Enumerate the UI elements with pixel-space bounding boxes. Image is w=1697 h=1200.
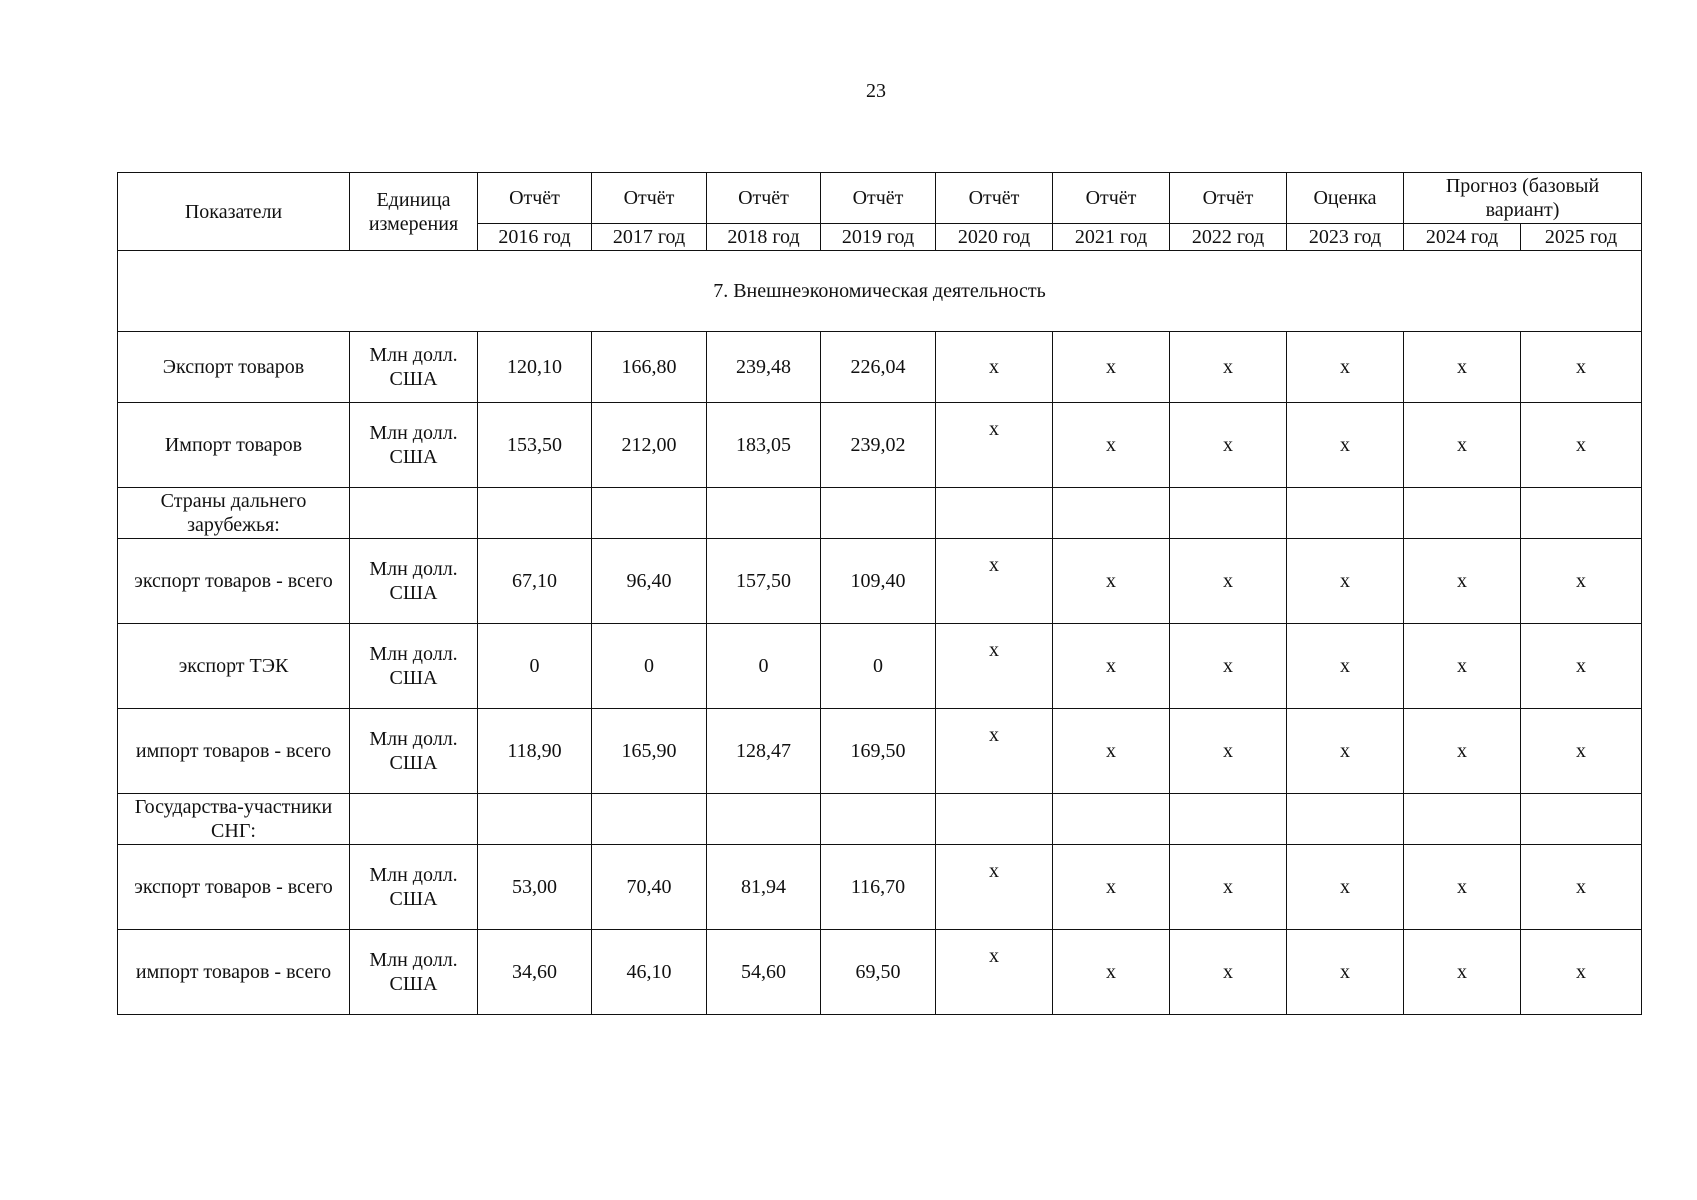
unit-cell: Млн долл. США: [350, 930, 478, 1015]
not-applicable-mark: x: [936, 332, 1053, 403]
table-row: [118, 845, 1642, 930]
empty-cell: [1170, 794, 1287, 845]
not-applicable-mark: x: [1170, 332, 1287, 403]
empty-cell: [1287, 488, 1404, 539]
foreign-trade-table: [117, 172, 1642, 1015]
value-cell: 54,60: [707, 930, 821, 1015]
table-row: [118, 332, 1642, 403]
value-cell: 118,90: [478, 709, 592, 794]
not-applicable-mark: x: [1170, 403, 1287, 488]
not-applicable-mark: x: [936, 709, 1053, 794]
report-header: Отчёт: [1053, 173, 1170, 224]
value-cell: 128,47: [707, 709, 821, 794]
not-applicable-mark: x: [1170, 624, 1287, 709]
value-cell: 157,50: [707, 539, 821, 624]
not-applicable-mark: x: [1053, 539, 1170, 624]
not-applicable-mark: x: [1287, 624, 1404, 709]
indicator-label: Экспорт товаров: [118, 332, 350, 403]
not-applicable-mark: x: [1521, 624, 1642, 709]
not-applicable-mark: x: [1404, 709, 1521, 794]
value-cell: 116,70: [821, 845, 936, 930]
report-header: Отчёт: [592, 173, 707, 224]
group-row: [118, 794, 1642, 845]
not-applicable-mark: x: [1404, 403, 1521, 488]
empty-cell: [478, 794, 592, 845]
empty-cell: [821, 488, 936, 539]
not-applicable-mark: x: [936, 845, 1053, 930]
empty-cell: [1521, 794, 1642, 845]
year-header: 2023 год: [1287, 224, 1404, 251]
not-applicable-mark: x: [1404, 539, 1521, 624]
not-applicable-mark: x: [1287, 930, 1404, 1015]
group-row: [118, 488, 1642, 539]
empty-cell: [1053, 488, 1170, 539]
unit-cell: Млн долл. США: [350, 403, 478, 488]
not-applicable-mark: x: [1053, 403, 1170, 488]
value-cell: 183,05: [707, 403, 821, 488]
not-applicable-mark: x: [1170, 709, 1287, 794]
report-header: Отчёт: [936, 173, 1053, 224]
not-applicable-mark: x: [1521, 709, 1642, 794]
not-applicable-mark: x: [1053, 332, 1170, 403]
not-applicable-mark: x: [1053, 709, 1170, 794]
empty-cell: [707, 794, 821, 845]
year-header: 2017 год: [592, 224, 707, 251]
value-cell: 81,94: [707, 845, 821, 930]
value-cell: 70,40: [592, 845, 707, 930]
year-header: 2022 год: [1170, 224, 1287, 251]
table-row: [118, 403, 1642, 488]
unit-cell: Млн долл. США: [350, 539, 478, 624]
indicator-label: Государства-участники СНГ:: [118, 794, 350, 845]
not-applicable-mark: x: [936, 403, 1053, 488]
value-cell: 166,80: [592, 332, 707, 403]
report-header: Отчёт: [821, 173, 936, 224]
not-applicable-mark: x: [936, 930, 1053, 1015]
indicator-label: Страны дальнего зарубежья:: [118, 488, 350, 539]
unit-cell: [350, 794, 478, 845]
value-cell: 165,90: [592, 709, 707, 794]
value-cell: 67,10: [478, 539, 592, 624]
empty-cell: [1521, 488, 1642, 539]
unit-cell: Млн долл. США: [350, 624, 478, 709]
value-cell: 239,02: [821, 403, 936, 488]
indicator-label: Импорт товаров: [118, 403, 350, 488]
table-row: [118, 709, 1642, 794]
report-header: Отчёт: [1170, 173, 1287, 224]
value-cell: 120,10: [478, 332, 592, 403]
estimate-header: Оценка: [1287, 173, 1404, 224]
year-header: 2024 год: [1404, 224, 1521, 251]
not-applicable-mark: x: [936, 539, 1053, 624]
unit-cell: Млн долл. США: [350, 332, 478, 403]
value-cell: 109,40: [821, 539, 936, 624]
empty-cell: [821, 794, 936, 845]
section-title: 7. Внешнеэкономическая деятельность: [118, 251, 1642, 332]
year-header: 2025 год: [1521, 224, 1642, 251]
value-cell: 0: [821, 624, 936, 709]
value-cell: 0: [478, 624, 592, 709]
not-applicable-mark: x: [1521, 403, 1642, 488]
indicators-header: Показатели: [118, 173, 350, 251]
not-applicable-mark: x: [1170, 539, 1287, 624]
value-cell: 34,60: [478, 930, 592, 1015]
report-header: Отчёт: [478, 173, 592, 224]
indicator-label: экспорт товаров - всего: [118, 539, 350, 624]
unit-cell: [350, 488, 478, 539]
empty-cell: [1404, 794, 1521, 845]
not-applicable-mark: x: [1404, 624, 1521, 709]
not-applicable-mark: x: [1053, 845, 1170, 930]
value-cell: 53,00: [478, 845, 592, 930]
empty-cell: [936, 794, 1053, 845]
empty-cell: [936, 488, 1053, 539]
empty-cell: [1287, 794, 1404, 845]
year-header: 2016 год: [478, 224, 592, 251]
unit-header: Единица измерения: [350, 173, 478, 251]
empty-cell: [1404, 488, 1521, 539]
not-applicable-mark: x: [936, 624, 1053, 709]
indicator-label: экспорт товаров - всего: [118, 845, 350, 930]
not-applicable-mark: x: [1521, 845, 1642, 930]
not-applicable-mark: x: [1521, 332, 1642, 403]
empty-cell: [1170, 488, 1287, 539]
value-cell: 69,50: [821, 930, 936, 1015]
not-applicable-mark: x: [1287, 539, 1404, 624]
table-row: [118, 624, 1642, 709]
unit-cell: Млн долл. США: [350, 845, 478, 930]
year-header: 2020 год: [936, 224, 1053, 251]
value-cell: 212,00: [592, 403, 707, 488]
not-applicable-mark: x: [1170, 930, 1287, 1015]
not-applicable-mark: x: [1521, 539, 1642, 624]
empty-cell: [478, 488, 592, 539]
year-header: 2019 год: [821, 224, 936, 251]
table-row: [118, 539, 1642, 624]
empty-cell: [592, 488, 707, 539]
not-applicable-mark: x: [1404, 930, 1521, 1015]
not-applicable-mark: x: [1287, 709, 1404, 794]
value-cell: 0: [592, 624, 707, 709]
report-header: Отчёт: [707, 173, 821, 224]
not-applicable-mark: x: [1521, 930, 1642, 1015]
forecast-header: Прогноз (базовый вариант): [1404, 173, 1642, 224]
page-number: 23: [866, 80, 886, 102]
not-applicable-mark: x: [1170, 845, 1287, 930]
value-cell: 46,10: [592, 930, 707, 1015]
not-applicable-mark: x: [1404, 845, 1521, 930]
indicator-label: импорт товаров - всего: [118, 709, 350, 794]
not-applicable-mark: x: [1404, 332, 1521, 403]
table-row: [118, 930, 1642, 1015]
indicator-label: импорт товаров - всего: [118, 930, 350, 1015]
not-applicable-mark: x: [1287, 403, 1404, 488]
value-cell: 226,04: [821, 332, 936, 403]
unit-cell: Млн долл. США: [350, 709, 478, 794]
indicator-label: экспорт ТЭК: [118, 624, 350, 709]
not-applicable-mark: x: [1287, 332, 1404, 403]
value-cell: 96,40: [592, 539, 707, 624]
value-cell: 153,50: [478, 403, 592, 488]
value-cell: 0: [707, 624, 821, 709]
empty-cell: [707, 488, 821, 539]
year-header: 2018 год: [707, 224, 821, 251]
not-applicable-mark: x: [1053, 930, 1170, 1015]
not-applicable-mark: x: [1287, 845, 1404, 930]
empty-cell: [592, 794, 707, 845]
value-cell: 239,48: [707, 332, 821, 403]
empty-cell: [1053, 794, 1170, 845]
year-header: 2021 год: [1053, 224, 1170, 251]
not-applicable-mark: x: [1053, 624, 1170, 709]
value-cell: 169,50: [821, 709, 936, 794]
